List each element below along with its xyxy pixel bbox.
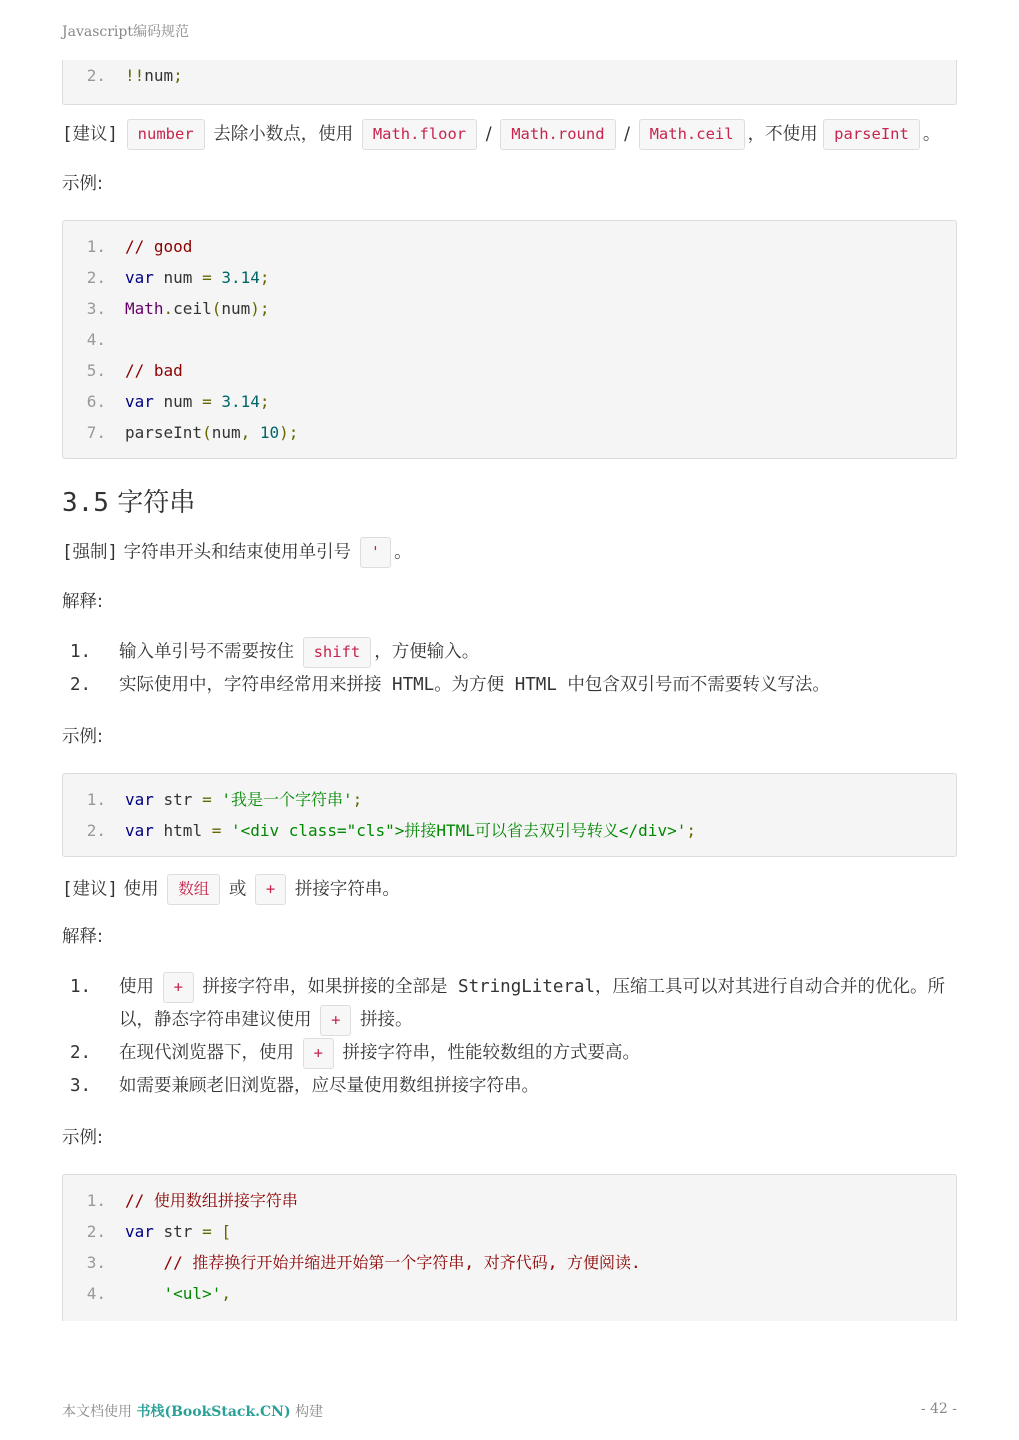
code-token: ); — [250, 299, 270, 318]
list-item — [62, 636, 957, 669]
inline-code-math-ceil: Math.ceil — [639, 119, 745, 150]
list-index: 3. — [70, 1076, 92, 1096]
document-body — [62, 60, 957, 1321]
code-token: num — [153, 268, 203, 287]
code-token: '<ul>' — [163, 1284, 222, 1303]
code-text — [125, 1278, 231, 1309]
list-item — [62, 971, 957, 1037]
code-token: ; — [173, 66, 183, 85]
inline-code-plus: + — [303, 1038, 334, 1069]
code-token: var — [125, 821, 154, 840]
list-text: 实际使用中，字符串经常用来拼接 — [119, 675, 382, 695]
code-text — [125, 262, 270, 293]
footer-text: 本文档使用 — [62, 1404, 132, 1420]
page-number: - 42 - — [920, 1401, 957, 1417]
rule-suggest-number — [62, 119, 957, 150]
code-token: ( — [211, 299, 222, 318]
code-token: num — [211, 423, 241, 442]
code-token: var — [125, 392, 154, 411]
line-number: 1. — [86, 237, 106, 256]
code-token: num — [144, 66, 174, 85]
inline-code-array: 数组 — [167, 874, 220, 905]
list-item — [62, 1037, 957, 1070]
rule-text: 拼接字符串。 — [294, 879, 400, 900]
list-term: HTML — [504, 675, 568, 695]
line-number: 4. — [86, 1284, 106, 1303]
code-token — [125, 1253, 164, 1272]
rule-text: 字符串开头和结束使用单引号 — [123, 542, 352, 563]
explain-label: 解释: — [62, 927, 103, 947]
line-number: 7. — [86, 423, 106, 442]
code-text — [125, 1185, 298, 1216]
code-block-array-example — [62, 1174, 957, 1321]
list-text: 在现代浏览器下，使用 — [119, 1043, 294, 1063]
code-line — [63, 386, 956, 417]
line-number: 2. — [86, 66, 106, 85]
inline-code-plus: + — [163, 972, 194, 1003]
list-text: 拼接字符串，如果拼接的全部是 — [202, 977, 448, 997]
rule-end: 。 — [922, 124, 941, 145]
rule-text: 使用 — [123, 879, 159, 900]
rule-tag: [建议] — [62, 124, 119, 145]
code-text — [125, 355, 183, 386]
list-text: 。为方便 — [434, 675, 505, 695]
code-text — [125, 293, 270, 324]
code-line — [63, 1247, 956, 1278]
code-token: '<div class="cls">拼接HTML可以省去双引号转义</div>' — [230, 821, 687, 840]
list-text: 使用 — [119, 977, 154, 997]
line-number: 3. — [86, 299, 106, 318]
list-text: 拼接。 — [360, 1010, 413, 1030]
rule-text: ，不使用 — [747, 124, 818, 145]
list-term: StringLiteral — [447, 977, 596, 997]
code-token: , — [221, 1284, 231, 1303]
code-token: , — [240, 423, 251, 442]
code-block-continued — [62, 60, 957, 105]
rule-tag: [建议] — [62, 879, 119, 900]
code-line — [63, 1185, 956, 1216]
example-label: 示例: — [62, 1128, 103, 1148]
line-number: 3. — [86, 1253, 106, 1272]
code-token: ); — [279, 423, 299, 442]
footer-brand-link[interactable]: 书栈(BookStack.CN) — [136, 1404, 291, 1420]
code-token — [212, 392, 222, 411]
code-token: ceil — [173, 299, 212, 318]
code-token: [ — [221, 1222, 231, 1241]
code-token: num — [221, 299, 251, 318]
code-token: str — [153, 790, 203, 809]
code-token: var — [125, 790, 154, 809]
footer-text: 构建 — [295, 1404, 324, 1420]
code-line — [63, 231, 956, 262]
code-token: // 推荐换行开始并缩进开始第一个字符串, 对齐代码, 方便阅读. — [163, 1253, 641, 1272]
code-token: '我是一个字符串' — [221, 790, 353, 809]
explain-list — [62, 636, 957, 702]
code-line — [63, 324, 956, 355]
list-term: HTML — [381, 675, 435, 695]
code-token: // good — [125, 237, 193, 256]
code-token — [125, 1284, 164, 1303]
footer-credit — [62, 1401, 323, 1421]
list-index: 2. — [70, 675, 92, 695]
code-token — [212, 1222, 222, 1241]
line-number: 1. — [86, 790, 106, 809]
line-number: 4. — [86, 330, 106, 349]
inline-code-plus: + — [320, 1005, 351, 1036]
list-index: 2. — [70, 1043, 92, 1063]
separator: / — [624, 124, 631, 145]
inline-code-shift: shift — [303, 637, 372, 668]
list-index: 1. — [70, 642, 92, 662]
section-title: 字符串 — [117, 488, 196, 518]
code-token: var — [125, 268, 154, 287]
code-token: var — [125, 1222, 154, 1241]
list-text: ，压缩工具可以对其进行自动合并的优化。所以，静态字符串建议使用 — [119, 977, 946, 1030]
code-token — [221, 821, 231, 840]
code-text — [125, 815, 696, 846]
code-line — [63, 784, 956, 815]
list-index: 1. — [70, 977, 92, 997]
inline-code-plus: + — [255, 874, 286, 905]
page-footer — [62, 1401, 957, 1421]
code-line — [63, 355, 956, 386]
section-number: 3.5 — [62, 488, 109, 518]
code-token: num — [153, 392, 203, 411]
inline-code-math-floor: Math.floor — [362, 119, 477, 150]
example-label: 示例: — [62, 174, 103, 194]
code-token: = — [202, 790, 212, 809]
code-token: ; — [352, 790, 363, 809]
code-line — [63, 60, 956, 91]
code-token: 3.14 — [221, 392, 260, 411]
code-line — [63, 417, 956, 448]
list-text: 如需要兼顾老旧浏览器，应尽量使用数组拼接字符串。 — [119, 1076, 539, 1096]
explain-label: 解释: — [62, 592, 103, 612]
code-token: ; — [259, 268, 270, 287]
rule-end: 。 — [394, 542, 412, 563]
code-token — [212, 790, 222, 809]
code-token: = — [202, 1222, 212, 1241]
code-token: parseInt — [125, 423, 203, 442]
code-token: // bad — [125, 361, 183, 380]
code-token: ( — [202, 423, 212, 442]
code-token: Math — [125, 299, 164, 318]
code-line — [63, 1278, 956, 1309]
code-token: ; — [686, 821, 696, 840]
code-token: = — [202, 268, 212, 287]
inline-code-single-quote: ' — [360, 537, 391, 568]
code-token: . — [163, 299, 174, 318]
line-number: 5. — [86, 361, 106, 380]
code-token: // 使用数组拼接字符串 — [125, 1191, 298, 1210]
code-text — [125, 60, 183, 91]
code-text — [125, 784, 362, 815]
line-number: 1. — [86, 1191, 106, 1210]
code-token: 3.14 — [221, 268, 260, 287]
code-token: 10 — [259, 423, 280, 442]
code-line — [63, 1216, 956, 1247]
list-item — [62, 669, 957, 702]
inline-code-parseint: parseInt — [823, 119, 920, 150]
explain-list — [62, 971, 957, 1103]
code-token — [250, 423, 260, 442]
line-number: 2. — [86, 1222, 106, 1241]
inline-code-math-round: Math.round — [500, 119, 615, 150]
line-number: 6. — [86, 392, 106, 411]
rule-force-single-quote — [62, 537, 957, 568]
code-token: ; — [259, 392, 270, 411]
section-heading — [62, 485, 957, 521]
code-token: = — [202, 392, 212, 411]
page-header-title: Javascript编码规范 — [62, 24, 189, 40]
code-line — [63, 262, 956, 293]
code-text — [125, 417, 298, 448]
rule-text: 去除小数点，使用 — [213, 124, 354, 145]
code-token: str — [153, 1222, 203, 1241]
list-text: ，方便输入。 — [374, 642, 480, 662]
list-text: 中包含双引号而不需要转义写法。 — [567, 675, 830, 695]
code-block-number-example — [62, 220, 957, 459]
code-text — [125, 386, 270, 417]
code-line — [63, 815, 956, 846]
list-text: 输入单引号不需要按住 — [119, 642, 294, 662]
code-block-string-example — [62, 773, 957, 857]
list-text: 拼接字符串，性能较数组的方式要高。 — [342, 1043, 640, 1063]
code-token: html — [153, 821, 212, 840]
line-number: 2. — [86, 268, 106, 287]
code-token: = — [211, 821, 222, 840]
inline-code-number: number — [127, 119, 205, 150]
code-text — [125, 1247, 641, 1278]
separator: / — [485, 124, 492, 145]
list-item — [62, 1070, 957, 1103]
code-text — [125, 231, 192, 262]
rule-tag: [强制] — [62, 542, 119, 563]
code-line — [63, 293, 956, 324]
rule-text: 或 — [228, 879, 247, 900]
line-number: 2. — [86, 821, 106, 840]
code-token: !! — [125, 66, 145, 85]
rule-suggest-concat — [62, 874, 957, 905]
code-token — [212, 268, 222, 287]
code-text — [125, 1216, 231, 1247]
example-label: 示例: — [62, 727, 103, 747]
